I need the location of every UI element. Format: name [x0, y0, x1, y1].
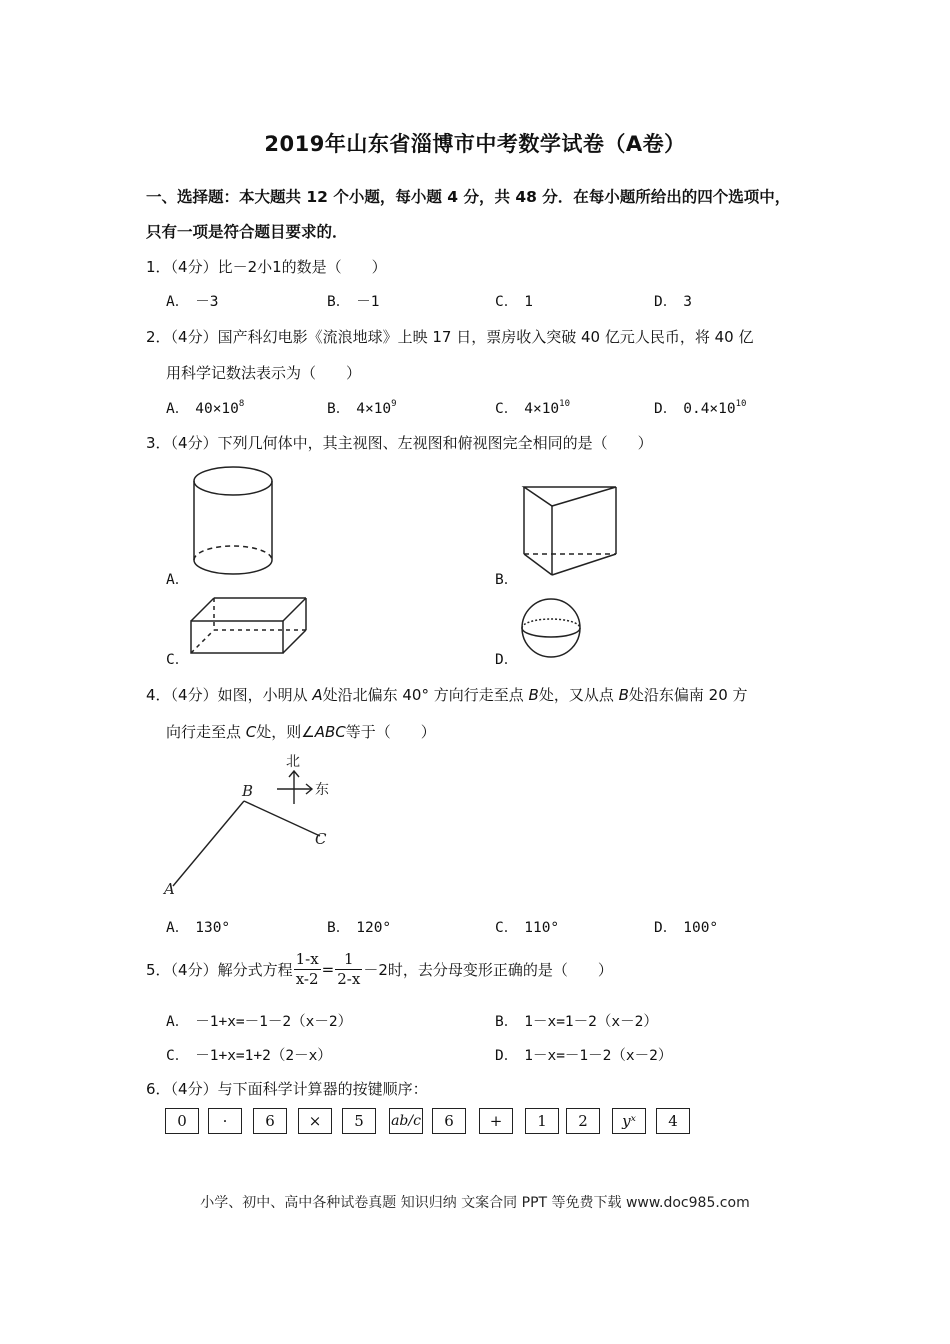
rectangular-box-figure — [190, 596, 310, 656]
question-text: （4分）与下面科学计算器的按键顺序： — [170, 1080, 428, 1098]
question-text: 等于（ ） — [345, 723, 436, 741]
option-label: C． — [166, 1048, 190, 1064]
option-label: B． — [327, 920, 351, 936]
calc-key-fraction[interactable]: ab/c — [389, 1108, 423, 1134]
q2-option-d[interactable] — [654, 397, 746, 418]
question-text: （4分）解分式方程 — [170, 961, 293, 979]
question-6 — [146, 1078, 428, 1099]
section-instructions-line2: 只有一项是符合题目要求的． — [146, 223, 348, 241]
calc-key-4[interactable]: 4 — [656, 1108, 690, 1134]
option-text: 130° — [195, 920, 231, 936]
denominator: 2-x — [337, 970, 361, 988]
question-text: （4分）下列几何体中，其主视图、左视图和俯视图完全相同的是（ ） — [170, 434, 653, 452]
option-base: 40×10 — [195, 401, 239, 417]
option-exponent: 9 — [391, 399, 397, 409]
exam-title: 2019年山东省淄博市中考数学试卷（A卷） — [264, 132, 686, 156]
denominator: x-2 — [295, 970, 319, 988]
calc-key-6[interactable]: 6 — [432, 1108, 466, 1134]
question-text: （4分）比－2小1的数是（ ） — [170, 258, 387, 276]
calc-key-2[interactable]: 2 — [566, 1108, 600, 1134]
option-exponent: 10 — [559, 399, 570, 409]
option-label: B． — [495, 1014, 519, 1030]
option-label: D． — [654, 401, 678, 417]
question-number: 1． — [146, 258, 171, 276]
question-1 — [146, 256, 387, 277]
q2-option-c[interactable] — [495, 397, 570, 418]
option-label: D． — [654, 920, 678, 936]
q3-option-c-label[interactable]: C． — [166, 652, 190, 668]
calc-key-0[interactable]: 0 — [165, 1108, 199, 1134]
calc-key-decimal[interactable]: · — [208, 1108, 242, 1134]
question-number: 5． — [146, 961, 171, 979]
point-a-label: A — [312, 686, 323, 704]
calc-key-plus[interactable]: + — [479, 1108, 513, 1134]
question-text: －2时，去分母变形正确的是（ ） — [363, 961, 613, 979]
direction-diagram — [160, 748, 350, 898]
option-text: －1+x=1+2（2－x） — [195, 1048, 332, 1064]
calc-key-power[interactable]: yˣ — [612, 1108, 646, 1134]
question-4-line2 — [166, 721, 436, 742]
q5-option-b[interactable] — [495, 1010, 658, 1031]
option-label: B． — [327, 294, 351, 310]
numerator: 1 — [335, 950, 362, 970]
point-b-label: B — [242, 782, 254, 800]
q2-option-b[interactable] — [327, 397, 397, 418]
question-text: 处，又从点 — [538, 686, 619, 704]
calc-key-5[interactable]: 5 — [342, 1108, 376, 1134]
q2-option-a[interactable] — [166, 397, 244, 418]
question-2-line2: 用科学记数法表示为（ ） — [166, 364, 362, 382]
option-exponent: 10 — [735, 399, 747, 409]
q3-option-d-label[interactable]: D． — [495, 652, 519, 668]
calc-key-6[interactable]: 6 — [253, 1108, 287, 1134]
option-text: －1 — [356, 294, 380, 310]
option-label: D． — [654, 294, 678, 310]
option-label: D． — [495, 1048, 519, 1064]
option-text: 120° — [356, 920, 392, 936]
section-instructions-line1: 一、选择题：本大题共 12 个小题，每小题 4 分，共 48 分．在每小题所给出的四个选项中， — [146, 188, 791, 206]
option-base: 4×10 — [356, 401, 392, 417]
option-text: 1 — [524, 294, 533, 310]
option-label: A． — [166, 920, 190, 936]
option-label: A． — [166, 1014, 190, 1030]
calc-key-multiply[interactable]: × — [298, 1108, 332, 1134]
question-text: （4分）如图，小明从 — [170, 686, 313, 704]
option-text: 110° — [524, 920, 560, 936]
option-label: C． — [495, 920, 519, 936]
cylinder-figure — [190, 464, 280, 584]
q1-option-b[interactable] — [327, 290, 379, 311]
sphere-figure — [520, 598, 584, 660]
calc-key-1[interactable]: 1 — [525, 1108, 559, 1134]
point-b-label: B — [528, 686, 539, 704]
option-exponent: 8 — [238, 399, 245, 409]
option-text: 1－x=1－2（x－2） — [524, 1014, 658, 1030]
east-label: 东 — [315, 782, 329, 798]
footer-watermark: 小学、初中、高中各种试卷真题 知识归纳 文案合同 PPT 等免费下载 www.doc985.com — [200, 1195, 750, 1211]
question-text: 处沿东偏南 20 方 — [628, 686, 748, 704]
q3-option-b-label[interactable]: B． — [495, 572, 519, 588]
question-number: 2． — [146, 328, 171, 346]
option-label: A． — [166, 294, 190, 310]
question-3 — [146, 432, 653, 453]
q5-option-a[interactable] — [166, 1010, 352, 1031]
option-label: C． — [495, 294, 519, 310]
option-label: A． — [166, 401, 190, 417]
q4-option-a[interactable] — [166, 916, 230, 937]
question-2 — [146, 326, 753, 347]
q4-option-c[interactable] — [495, 916, 559, 937]
question-number: 3． — [146, 434, 171, 452]
q1-option-d[interactable] — [654, 290, 692, 311]
q4-option-b[interactable] — [327, 916, 391, 937]
question-number: 4． — [146, 686, 171, 704]
q5-option-d[interactable] — [495, 1044, 672, 1065]
equals-sign: = — [321, 960, 335, 979]
q1-option-a[interactable] — [166, 290, 218, 311]
q5-option-c[interactable] — [166, 1044, 332, 1065]
point-b-label: B — [618, 686, 629, 704]
numerator: 1-x — [295, 950, 319, 968]
option-text: －3 — [195, 294, 219, 310]
option-label: C． — [495, 401, 519, 417]
question-text: 处，则∠ — [256, 723, 315, 741]
fraction-left — [294, 950, 321, 989]
point-a-label: A — [164, 880, 175, 898]
q3-option-a-label[interactable]: A． — [166, 572, 190, 588]
option-text: 3 — [683, 294, 692, 310]
q1-option-c[interactable] — [495, 290, 533, 311]
question-number: 6． — [146, 1080, 171, 1098]
point-c-label: C — [245, 723, 257, 741]
question-text: 向行走至点 — [166, 723, 246, 741]
option-text: 100° — [683, 920, 719, 936]
question-text: 处沿北偏东 40° 方向行走至点 — [322, 686, 529, 704]
angle-label: ABC — [314, 723, 346, 741]
north-label: 北 — [286, 754, 300, 770]
question-5 — [146, 950, 613, 989]
question-text: （4分）国产科幻电影《流浪地球》上映 17 日，票房收入突破 40 亿元人民币，将 40 亿 — [170, 328, 754, 346]
option-base: 0.4×10 — [683, 401, 736, 417]
option-label: B． — [327, 401, 351, 417]
question-4 — [146, 684, 748, 705]
option-base: 4×10 — [524, 401, 560, 417]
fraction-right — [335, 950, 362, 989]
option-text: －1+x=－1－2（x－2） — [195, 1014, 353, 1030]
triangular-prism-figure — [522, 485, 622, 580]
point-c-label: C — [315, 830, 327, 848]
q4-option-d[interactable] — [654, 916, 718, 937]
option-text: 1－x=－1－2（x－2） — [524, 1048, 673, 1064]
